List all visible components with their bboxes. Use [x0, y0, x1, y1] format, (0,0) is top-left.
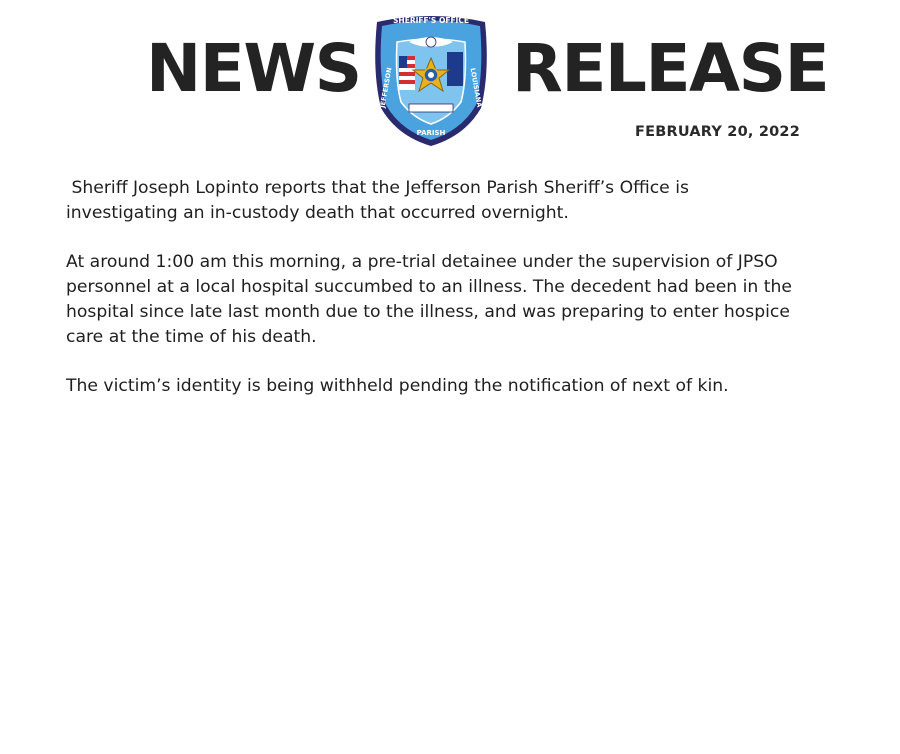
flag-state — [447, 52, 463, 86]
svg-text:JEFFERSON: JEFFERSON — [378, 66, 394, 109]
svg-text:LOUISIANA: LOUISIANA — [468, 67, 484, 108]
title-release: RELEASE — [512, 30, 829, 107]
paragraph-identity: The victim’s identity is being withheld pending the notification of next of kin. — [66, 376, 729, 396]
paragraph-details: At around 1:00 am this morning, a pre-trial detainee under the supervision of JPSO personnel at a local hospital succumbed to an illness. The decedent had been in the hospital since late last month due to the illness, and was preparing to enter hospice care at the time of his death. — [66, 252, 798, 347]
release-body — [66, 176, 806, 423]
badge-banner — [409, 104, 453, 112]
paragraph-intro: Sheriff Joseph Lopinto reports that the Jefferson Parish Sheriff’s Office is investigating an in-custody death that occurred overnight. — [66, 178, 695, 223]
svg-text:SHERIFF'S OFFICE: SHERIFF'S OFFICE — [393, 16, 469, 25]
sheriff-badge-icon — [369, 12, 493, 148]
title-news: NEWS — [146, 30, 361, 107]
release-date: FEBRUARY 20, 2022 — [635, 124, 800, 140]
svg-text:PARISH: PARISH — [416, 129, 446, 137]
